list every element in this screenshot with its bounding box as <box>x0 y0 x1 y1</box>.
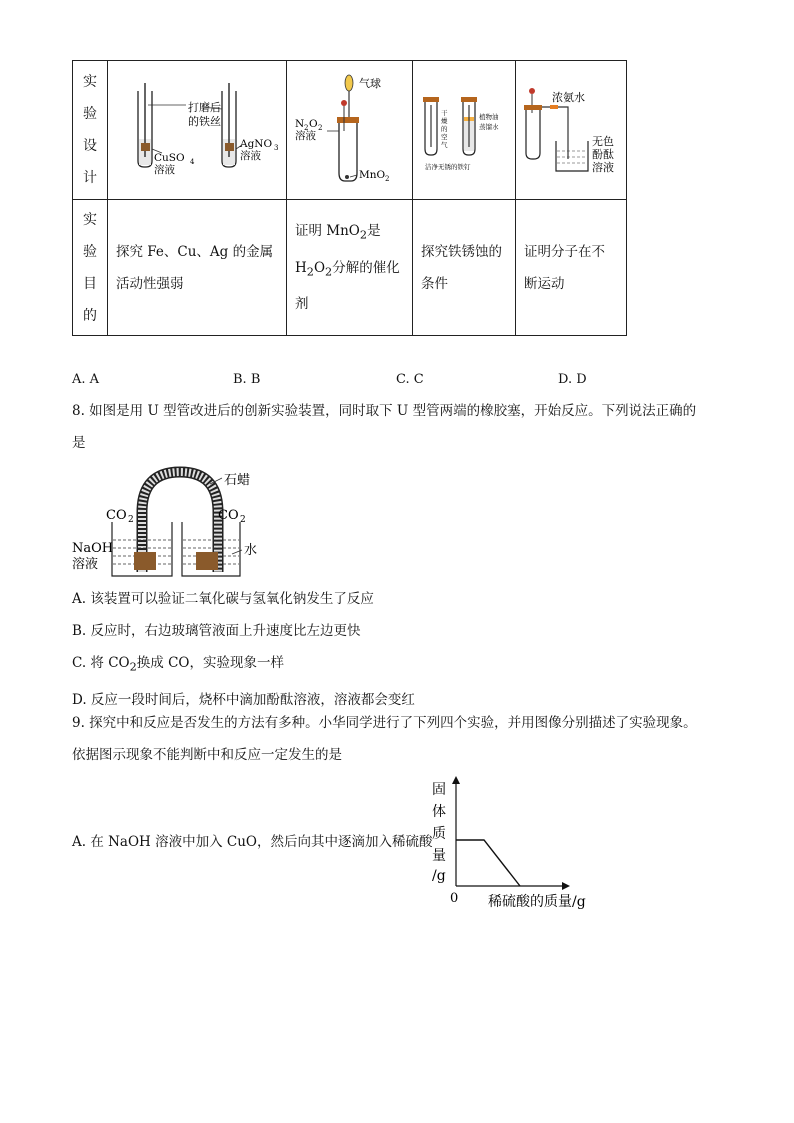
label-sub: 2 <box>240 515 246 525</box>
q8-choice-b[interactable]: B. 反应时，右边玻璃管液面上升速度比左边更快 <box>72 623 361 639</box>
label-c: 气 <box>441 141 448 149</box>
label-cuso4: CuSO <box>154 152 185 164</box>
label-ammonia: 浓氨水 <box>552 91 585 104</box>
label-sub: 2 <box>128 515 134 525</box>
text: 换成 CO，实验现象一样 <box>136 655 284 671</box>
sub: 2 <box>306 265 314 279</box>
graph-line <box>456 840 520 886</box>
purpose-line: 证明分子在不 <box>524 243 605 260</box>
label-water: 水 <box>244 543 258 558</box>
q8-choice-c[interactable] <box>72 647 415 684</box>
purpose-line <box>295 215 406 252</box>
label-o: O <box>309 118 318 130</box>
label-polished-wire: 打磨后 <box>188 101 221 114</box>
q8-choices <box>72 583 415 716</box>
purpose-c <box>413 200 516 336</box>
q9-stem-line2: 依据图示现象不能判断中和反应一定发生的是 <box>72 747 342 763</box>
label-h2o2: N <box>295 118 305 130</box>
purpose-a <box>108 200 287 336</box>
row-label-design <box>73 61 108 200</box>
label-balloon: 气球 <box>359 77 381 90</box>
q8-stem-line2: 是 <box>72 435 86 451</box>
label-char: 的 <box>83 307 97 324</box>
label-char: 设 <box>83 138 97 154</box>
label-char: 目 <box>83 275 97 292</box>
design-d-cell <box>516 61 627 200</box>
label-naoh: NaOH <box>72 541 114 556</box>
label-oil: 植物油 <box>479 113 499 121</box>
text: 是 <box>367 222 381 239</box>
option-a[interactable]: A. A <box>72 372 100 387</box>
x-axis-label: 稀硫酸的质量/g <box>488 894 586 910</box>
sub: 2 <box>325 265 333 279</box>
purpose-line: 剂 <box>295 296 309 313</box>
purpose-line: 条件 <box>421 275 448 292</box>
sub: 2 <box>129 660 137 674</box>
label-c: 空 <box>441 133 448 141</box>
text: 分解的催化 <box>332 259 400 276</box>
q9-stem <box>72 707 742 771</box>
purpose-b <box>287 200 413 336</box>
label-phenol3: 溶液 <box>592 161 614 174</box>
label-solution: 溶液 <box>240 150 261 162</box>
label-water: 蒸馏水 <box>479 123 499 131</box>
label-sub: 2 <box>385 175 390 183</box>
q8-choice-a[interactable]: A. 该装置可以验证二氧化碳与氢氧化钠发生了反应 <box>72 591 374 607</box>
label-solution: 溶液 <box>295 130 316 142</box>
design-c-figure <box>413 61 515 195</box>
purpose-d <box>516 200 627 336</box>
label-c: 燥 <box>441 117 448 125</box>
label-phenol2: 酚酞 <box>592 148 614 161</box>
label-wax: 石蜡 <box>224 473 251 488</box>
design-b-figure <box>287 61 412 195</box>
label-char: 验 <box>83 243 97 260</box>
q8-stem <box>72 395 732 459</box>
label-sub: 2 <box>304 124 309 132</box>
purpose-line: 探究 Fe、Cu、Ag 的金属 <box>116 243 274 260</box>
design-d-figure <box>516 61 626 195</box>
y-label-char: 体 <box>432 804 446 820</box>
label-phenol1: 无色 <box>592 135 614 148</box>
text: C. 将 CO <box>72 655 130 671</box>
design-c-cell <box>413 61 516 200</box>
purpose-line: 探究铁锈蚀的 <box>421 243 502 260</box>
y-label-char: /g <box>432 868 446 884</box>
purpose-line <box>295 252 406 289</box>
option-b[interactable]: B. B <box>233 372 261 387</box>
design-b-cell <box>287 61 413 200</box>
label-char: 计 <box>83 170 97 186</box>
option-c[interactable]: C. C <box>396 372 424 387</box>
q9-stem-line1: 9. 探究中和反应是否发生的方法有多种。小华同学进行了下列四个实验，并用图像分别描述了实验现象。 <box>72 715 697 731</box>
label-c: 干 <box>441 109 448 117</box>
y-label-char: 量 <box>432 848 446 864</box>
label-mno2: MnO <box>359 169 386 181</box>
q8-stem-line1: 8. 如图是用 U 型管改进后的创新实验装置，同时取下 U 型管两端的橡胶塞，开始反应。下列说法正确的 <box>72 403 697 419</box>
q8-u-tube-figure <box>72 462 272 580</box>
label-solution: 溶液 <box>154 164 175 176</box>
option-d[interactable]: D. D <box>558 372 587 387</box>
label-c: 的 <box>441 125 448 133</box>
experiment-table <box>72 60 627 336</box>
text: 证明 MnO <box>295 222 360 239</box>
label-char: 验 <box>83 106 97 122</box>
label-char: 实 <box>83 211 97 228</box>
sub: 2 <box>359 228 368 242</box>
design-a-cell <box>108 61 287 200</box>
purpose-line: 断运动 <box>524 275 565 292</box>
text: H <box>295 259 307 276</box>
q9-choice-a[interactable]: A. 在 NaOH 溶液中加入 CuO，然后向其中逐滴加入稀硫酸 <box>72 834 433 850</box>
q8-choice-d[interactable]: D. 反应一段时间后，烧杯中滴加酚酞溶液，溶液都会变红 <box>72 691 415 708</box>
label-char: 实 <box>83 74 97 90</box>
purpose-line: 活动性强弱 <box>116 275 184 292</box>
q9-graph <box>424 774 614 914</box>
y-label-char: 质 <box>432 826 446 842</box>
text: O <box>313 259 326 276</box>
label-sub: 2 <box>318 124 323 132</box>
y-label-char: 固 <box>432 782 446 798</box>
origin-label: 0 <box>450 891 459 906</box>
label-naoh-sol: 溶液 <box>72 557 99 572</box>
label-sub: 3 <box>274 144 279 152</box>
label-polished-wire-2: 的铁丝 <box>188 115 221 128</box>
label-co2-left: CO <box>106 508 127 523</box>
design-a-figure <box>108 61 286 195</box>
label-co2-right: CO <box>218 508 239 523</box>
row-label-purpose <box>73 200 108 336</box>
label-sub: 4 <box>190 158 195 166</box>
label-agno3: AgNO <box>240 138 273 150</box>
label-nail: 洁净无锈的铁钉 <box>425 163 471 171</box>
